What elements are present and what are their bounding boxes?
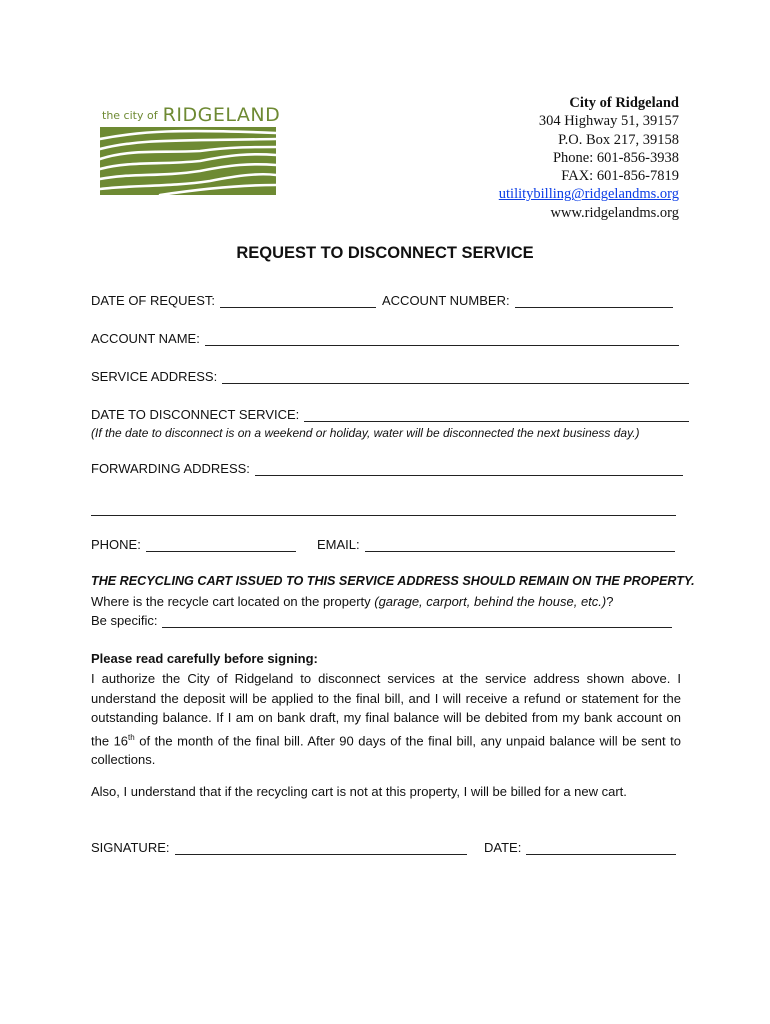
date-row — [484, 840, 676, 855]
authorization-text-1: I authorize the City of Ridgeland to disconnect services at the service address shown above. I understand the deposit will be applied to the final bill, and I will receive a refund or statement for the outstanding balance. If I am on bank draft, my final balance will be debited from my bank account on the 16 — [91, 671, 681, 748]
recycle-examples: (garage, carport, behind the house, etc.) — [374, 594, 607, 609]
account-number-field[interactable] — [515, 294, 673, 308]
be-specific-row — [91, 613, 672, 628]
forwarding-address-field-line2[interactable] — [91, 502, 676, 516]
form-title: REQUEST TO DISCONNECT SERVICE — [236, 244, 534, 262]
phone-field[interactable] — [146, 538, 296, 552]
signature-field[interactable] — [175, 841, 467, 855]
recycle-question-text: Where is the recycle cart located on the property — [91, 594, 375, 609]
logo-big-text: RIDGELAND — [162, 104, 281, 126]
fax-number: FAX: 601-856-7819 — [561, 168, 679, 185]
disconnect-note: (If the date to disconnect is on a weekend or holiday, water will be disconnected the next business day.) — [91, 426, 640, 440]
recycling-warning: THE RECYCLING CART ISSUED TO THIS SERVICE ADDRESS SHOULD REMAIN ON THE PROPERTY. — [91, 574, 695, 588]
account-name-field[interactable] — [205, 332, 679, 346]
disconnect-date-row — [91, 407, 689, 422]
account-name-label: ACCOUNT NAME: — [91, 331, 200, 346]
po-box: P.O. Box 217, 39158 — [558, 131, 679, 148]
service-address-row — [91, 369, 689, 384]
email-label: EMAIL: — [317, 537, 360, 552]
org-name: City of Ridgeland — [569, 95, 679, 111]
date-label: DATE: — [484, 840, 522, 855]
authorization-text-2: of the month of the final bill. After 90 days of the final bill, any unpaid balance will be sent to collections. — [91, 732, 681, 768]
signature-label: SIGNATURE: — [91, 840, 170, 855]
logo-small-text: the city of — [102, 109, 158, 122]
forwarding-address-row — [91, 461, 683, 476]
forwarding-address-field[interactable] — [255, 462, 683, 476]
service-address-field[interactable] — [222, 370, 689, 384]
account-number-label: ACCOUNT NUMBER: — [382, 293, 510, 308]
city-logo-wordmark — [102, 104, 280, 126]
date-field[interactable] — [526, 841, 676, 855]
city-contact-block — [359, 94, 679, 222]
account-number-row — [382, 293, 673, 308]
recycle-question — [91, 594, 613, 609]
phone-number: Phone: 601-856-3938 — [552, 149, 679, 166]
signature-row — [91, 840, 467, 855]
date-of-request-row — [91, 293, 376, 308]
read-carefully-heading: Please read carefully before signing: — [91, 651, 318, 666]
email-row — [317, 537, 675, 552]
email-field[interactable] — [365, 538, 675, 552]
authorization-superscript: th — [128, 732, 135, 742]
forwarding-address-label: FORWARDING ADDRESS: — [91, 461, 250, 476]
account-name-row — [91, 331, 679, 346]
city-logo-graphic — [100, 127, 278, 197]
date-of-request-label: DATE OF REQUEST: — [91, 293, 215, 308]
date-of-request-field[interactable] — [220, 294, 376, 308]
recycle-question-end: ? — [606, 594, 614, 609]
disconnect-date-field[interactable] — [304, 408, 689, 422]
phone-label: PHONE: — [91, 537, 141, 552]
recycle-billing-notice: Also, I understand that if the recycling cart is not at this property, I will be billed for a new cart. — [91, 784, 627, 799]
be-specific-field[interactable] — [162, 614, 672, 628]
authorization-paragraph — [91, 669, 681, 770]
email-link[interactable]: utilitybilling@ridgelandms.org — [498, 186, 679, 203]
phone-row — [91, 537, 296, 552]
disconnect-date-label: DATE TO DISCONNECT SERVICE: — [91, 407, 300, 422]
service-address-label: SERVICE ADDRESS: — [91, 369, 218, 384]
street-address: 304 Highway 51, 39157 — [538, 113, 679, 130]
be-specific-label: Be specific: — [91, 613, 158, 628]
website: www.ridgelandms.org — [550, 204, 679, 221]
